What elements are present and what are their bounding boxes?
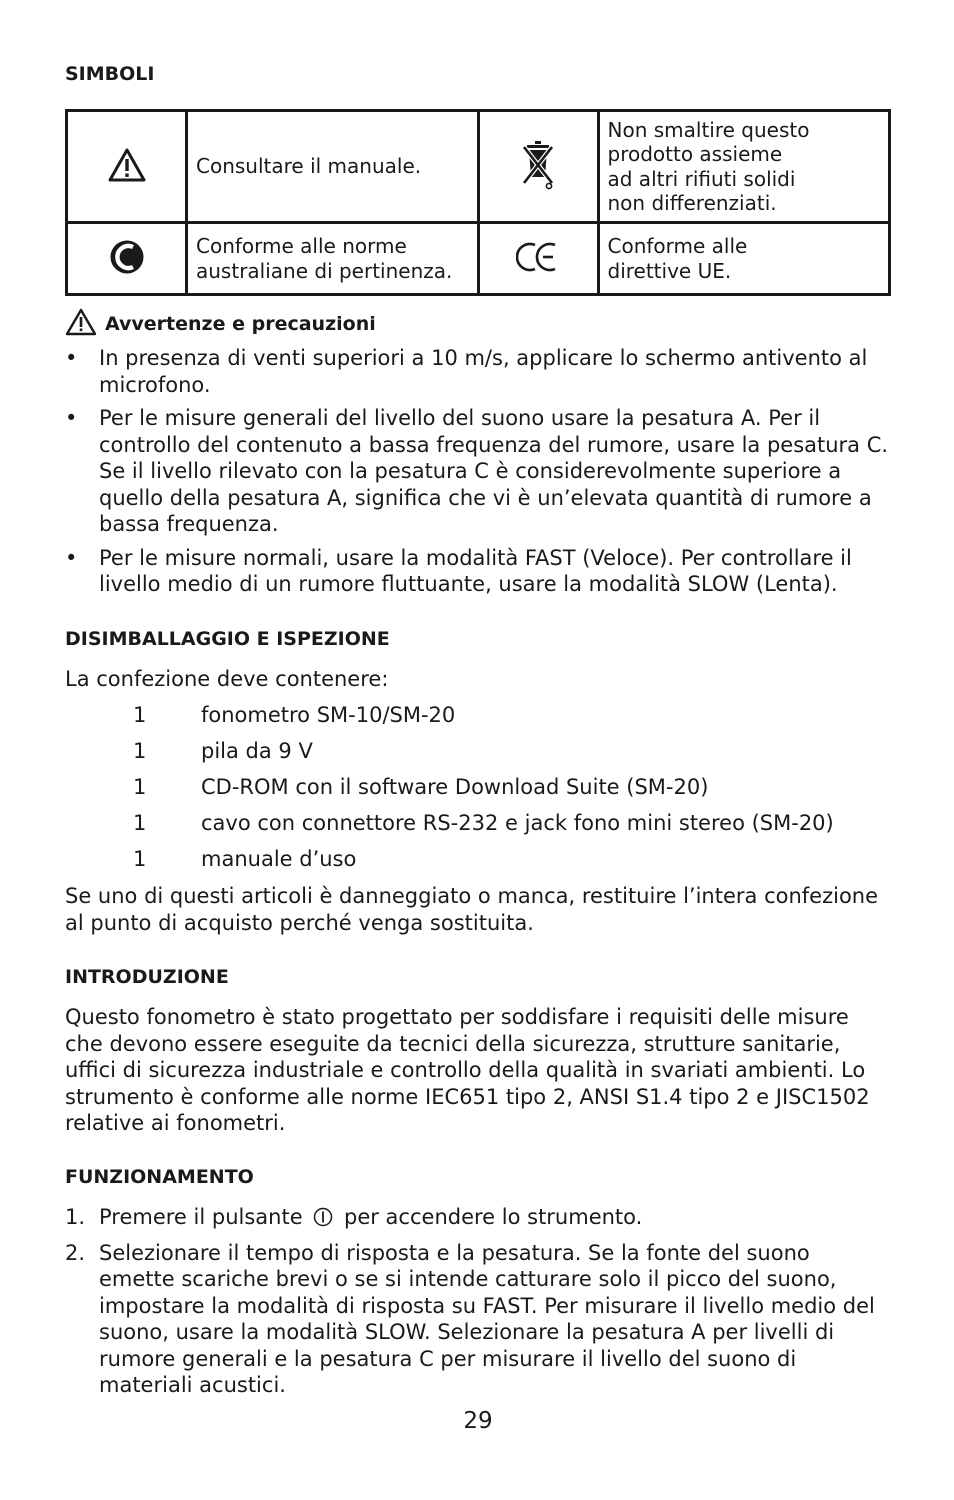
list-item: 1 fonometro SM-10/SM-20	[133, 703, 456, 727]
symbol-cell	[478, 223, 598, 295]
warnings-heading	[65, 308, 376, 340]
warning-triangle-icon	[65, 308, 97, 340]
crossed-bin-icon	[522, 176, 554, 195]
unpacking-note: Se uno di questi articoli è danneggiato o manca, restituire l’intera confezione al punto di acquisto perché venga sostituita.	[65, 884, 879, 935]
introduction-text: Questo fonometro è stato progettato per soddisfare i requisiti delle misure che devono essere eseguite da tecnici della sicurezza, strutture sanitarie, uffici di sicurezza industriale e controllo della qualità in svariati ambienti. Lo strumento è conforme alle norme IEC651 tipo 2, ANSI S1.4 tipo 2 e JISC1502 relative ai fonometri.	[65, 1005, 870, 1135]
symbols-row	[67, 223, 890, 295]
section-title-operation: FUNZIONAMENTO	[65, 1166, 254, 1188]
operation-steps	[65, 1204, 891, 1405]
section-title-warnings: Avvertenze e precauzioni	[105, 313, 376, 335]
symbols-table	[65, 109, 891, 296]
symbol-description: Conforme alle norme australiane di pertinenza.	[187, 223, 479, 295]
list-item: 1 pila da 9 V	[133, 739, 313, 763]
symbol-description: Consultare il manuale.	[187, 111, 479, 223]
symbol-cell	[67, 223, 187, 295]
list-item: • Per le misure generali del livello del suono usare la pesatura A. Per il controllo del contenuto a bassa frequenza del rumore, usare la pesatura C. Se il livello rilevato con la pesatura C è considerevolmente superiore a quello della pesatura A, significa che vi è un’elevata quantità di rumore a bassa frequenza.	[65, 406, 889, 536]
list-item: 2. Selezionare il tempo di risposta e la pesatura. Se la fonte del suono emette scariche brevi o se si intende catturare solo il picco del suono, impostare la modalità di risposta su FAST. Per misurare il livello medio del suono, usare la modalità SLOW. Selezionare la pesatura A per livelli di rumore generali e la pesatura C per misurare il livello del suono di materiali acustici.	[65, 1240, 875, 1397]
symbol-description: Conforme alle direttive UE.	[598, 223, 890, 295]
package-contents-list	[65, 701, 891, 881]
list-item: 1 manuale d’uso	[133, 847, 357, 871]
list-item: 1 CD-ROM con il software Download Suite (SM-20)	[133, 775, 709, 799]
unpacking-intro: La confezione deve contenere:	[65, 667, 389, 691]
section-title-unpacking: DISIMBALLAGGIO E ISPEZIONE	[65, 628, 390, 650]
symbol-cell	[67, 111, 187, 223]
warnings-list	[65, 345, 891, 605]
symbol-description: Non smaltire questo prodotto assieme ad altri rifiuti solidi non differenziati.	[598, 111, 890, 223]
list-item: • In presenza di venti superiori a 10 m/s, applicare lo schermo antivento al microfono.	[65, 346, 868, 397]
section-title-symbols: SIMBOLI	[65, 63, 155, 85]
symbols-row	[67, 111, 890, 223]
list-item: • Per le misure normali, usare la modalità FAST (Veloce). Per controllare il livello medio di un rumore fluttuante, usare la modalità SLOW (Lenta).	[65, 545, 852, 596]
list-item: 1. Premere il pulsante per accendere lo strumento.	[65, 1204, 891, 1234]
warning-triangle-icon	[107, 168, 147, 187]
page-number: 29	[463, 1408, 493, 1434]
power-button-icon	[313, 1207, 333, 1234]
list-item: 1 cavo con connettore RS-232 e jack fono mini stereo (SM-20)	[133, 811, 834, 835]
c-tick-icon	[109, 260, 145, 279]
section-title-introduction: INTRODUZIONE	[65, 966, 229, 988]
symbol-cell	[478, 111, 598, 223]
ce-mark-icon	[516, 258, 560, 277]
